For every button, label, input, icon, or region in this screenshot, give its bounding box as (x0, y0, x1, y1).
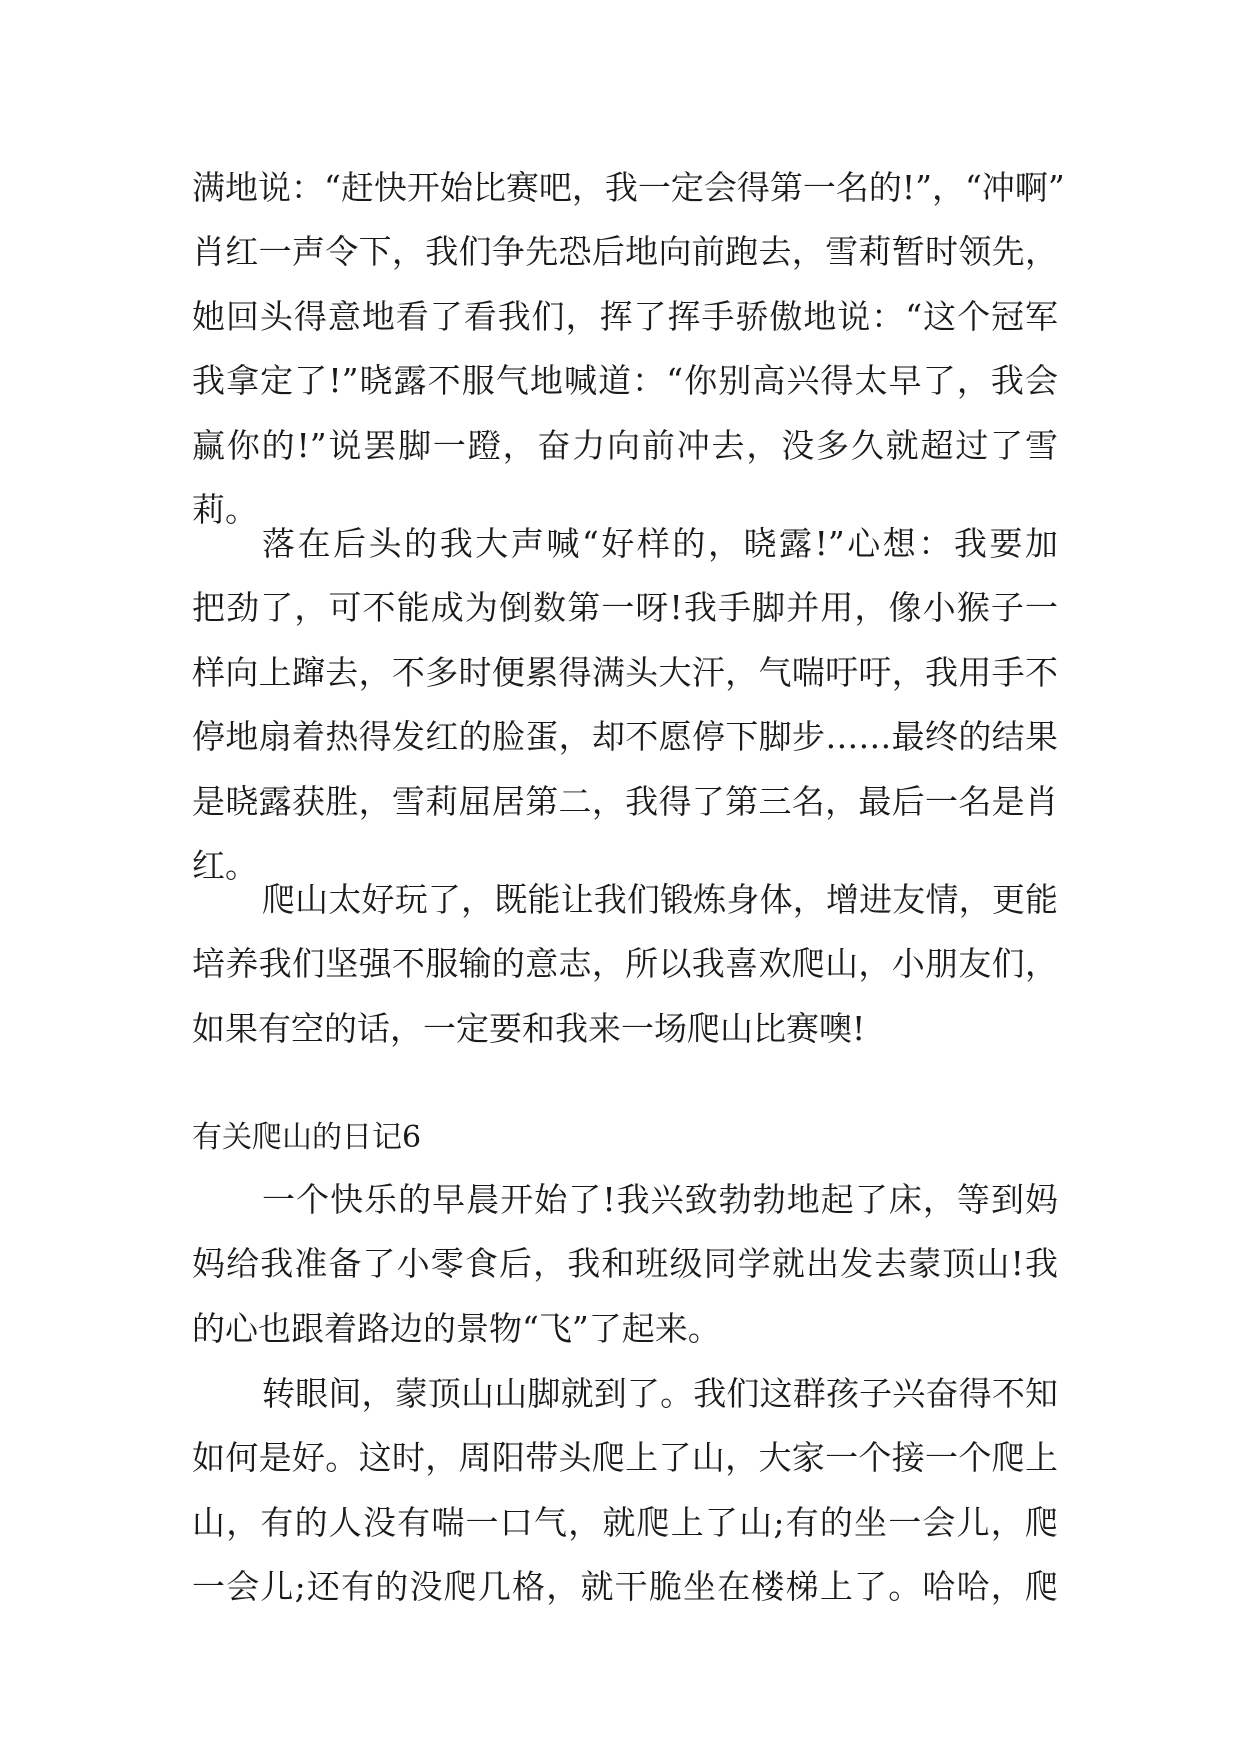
text-line: 爬山太好玩了，既能让我们锻炼身体，增进友情，更能 (262, 880, 1058, 919)
paragraph-conclusion (192, 868, 1058, 1061)
diary-heading: 有关爬山的日记6 (192, 1120, 422, 1155)
text-line: 妈给我准备了小零食后，我和班级同学就出发去蒙顶山!我 (192, 1244, 1058, 1284)
text-line: 是晓露获胜，雪莉屈居第二，我得了第三名，最后一名是肖 (192, 781, 1058, 821)
text-line: 培养我们坚强不服输的意志，所以我喜欢爬山，小朋友们， (192, 944, 1058, 984)
text-line: 红。 (192, 845, 258, 885)
text-line: 我拿定了!”晓露不服气地喊道：“你别高兴得太早了，我会 (192, 361, 1058, 401)
text-line: 赢你的!”说罢脚一蹬，奋力向前冲去，没多久就超过了雪 (192, 425, 1058, 465)
text-line: 样向上蹿去，不多时便累得满头大汗，气喘吁吁，我用手不 (192, 652, 1058, 692)
paragraph-morning (192, 1168, 1058, 1361)
text-line: 的心也跟着路边的景物“飞”了起来。 (192, 1308, 721, 1348)
text-line: 落在后头的我大声喊“好样的，晓露!”心想：我要加 (262, 524, 1058, 563)
text-line: 如果有空的话，一定要和我来一场爬山比赛噢! (192, 1008, 866, 1048)
text-line: 如何是好。这时，周阳带头爬上了山，大家一个接一个爬上 (192, 1438, 1058, 1478)
text-line: 莉。 (192, 489, 258, 529)
text-line: 一个快乐的早晨开始了!我兴致勃勃地起了床，等到妈 (262, 1180, 1058, 1219)
text-line: 山，有的人没有喘一口气，就爬上了山;有的坐一会儿，爬 (192, 1502, 1058, 1542)
paragraph-race-finish (192, 512, 1058, 898)
text-line: 转眼间，蒙顶山山脚就到了。我们这群孩子兴奋得不知 (262, 1374, 1058, 1413)
text-line: 她回头得意地看了看我们，挥了挥手骄傲地说：“这个冠军 (192, 296, 1058, 336)
text-line: 满地说：“赶快开始比赛吧，我一定会得第一名的!”，“冲啊” (192, 168, 1065, 207)
text-line: 停地扇着热得发红的脸蛋，却不愿停下脚步……最终的结果 (192, 717, 1058, 757)
paragraph-race-start (192, 156, 1065, 542)
paragraph-mountain-foot (192, 1362, 1058, 1620)
text-line: 肖红一声令下，我们争先恐后地向前跑去，雪莉暂时领先， (192, 232, 1058, 272)
text-line: 把劲了，可不能成为倒数第一呀!我手脚并用，像小猴子一 (192, 588, 1058, 628)
text-line: 一会儿;还有的没爬几格，就干脆坐在楼梯上了。哈哈，爬 (192, 1567, 1058, 1607)
